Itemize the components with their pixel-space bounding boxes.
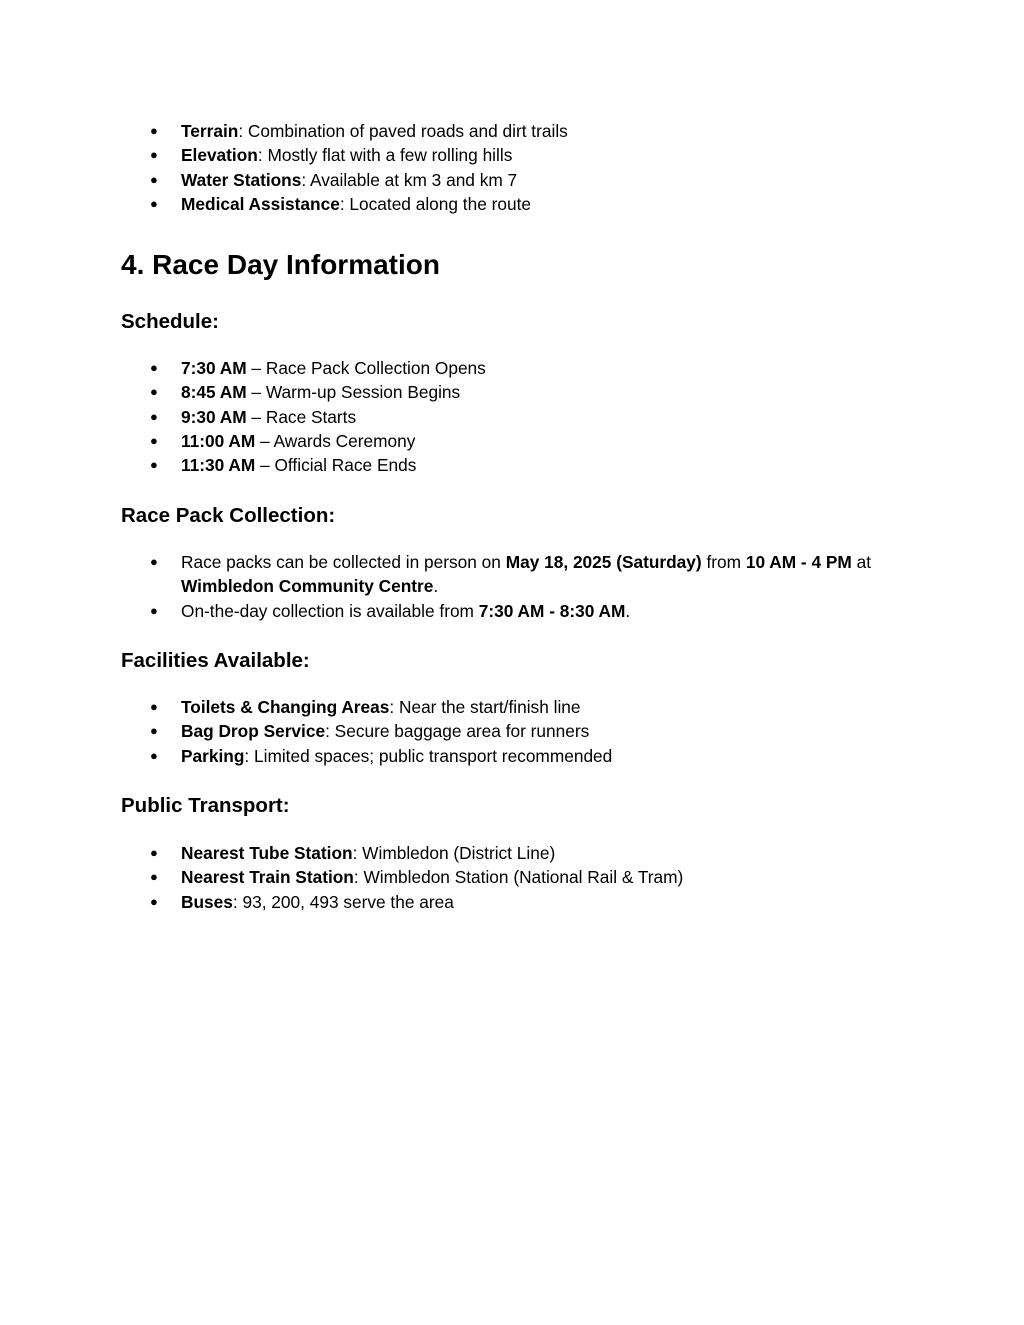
item-text: : Wimbledon Station (National Rail & Tram) xyxy=(353,867,684,888)
section-title: 4. Race Day Information xyxy=(121,249,440,280)
list-item xyxy=(0,744,1024,768)
schedule-event: – Official Race Ends xyxy=(255,455,417,476)
collection-hours: 10 AM - 4 PM xyxy=(745,552,852,572)
item-text: : Located along the route xyxy=(339,193,532,214)
facilities-list xyxy=(0,695,1024,768)
transport-heading: Public Transport: xyxy=(121,794,290,817)
text-run: . xyxy=(433,576,439,597)
list-item xyxy=(0,890,1024,914)
item-label: Parking xyxy=(181,745,245,766)
schedule-time: 9:30 AM xyxy=(181,406,247,427)
schedule-event: – Warm-up Session Begins xyxy=(246,382,461,403)
list-item xyxy=(0,453,1024,477)
list-item xyxy=(0,841,1024,865)
item-text: : Mostly flat with a few rolling hills xyxy=(257,145,513,166)
item-text: : Near the start/finish line xyxy=(389,697,581,717)
item-label: Nearest Tube Station xyxy=(181,843,353,863)
item-text: : Limited spaces; public transport recommended xyxy=(244,745,613,766)
item-label: Bag Drop Service xyxy=(181,721,326,742)
item-text: : Secure baggage area for runners xyxy=(325,721,590,742)
schedule-time: 11:30 AM xyxy=(181,455,256,476)
course-details-list xyxy=(0,119,1024,216)
item-label: Nearest Train Station xyxy=(181,867,354,888)
schedule-event: – Race Pack Collection Opens xyxy=(246,358,486,378)
schedule-time: 8:45 AM xyxy=(181,382,247,403)
text-run: from xyxy=(701,552,746,572)
item-label: Water Stations xyxy=(181,169,302,190)
schedule-time: 11:00 AM xyxy=(181,430,256,451)
schedule-time: 7:30 AM xyxy=(181,358,247,378)
list-item xyxy=(0,143,1024,167)
race-pack-heading: Race Pack Collection: xyxy=(121,504,336,527)
schedule-event: – Race Starts xyxy=(246,406,357,427)
item-text: : 93, 200, 493 serve the area xyxy=(232,891,454,912)
collection-venue: Wimbledon Community Centre xyxy=(181,576,434,597)
collection-date: May 18, 2025 (Saturday) xyxy=(505,552,702,572)
item-label: Medical Assistance xyxy=(181,193,340,214)
text-run: . xyxy=(625,600,631,621)
list-item xyxy=(0,719,1024,743)
schedule-heading: Schedule: xyxy=(121,310,219,333)
schedule-event: – Awards Ceremony xyxy=(255,430,416,451)
item-text: : Combination of paved roads and dirt trails xyxy=(238,121,568,141)
list-item xyxy=(0,119,1024,143)
facilities-heading: Facilities Available: xyxy=(121,649,310,672)
item-label: Terrain xyxy=(181,121,239,141)
schedule-list xyxy=(0,356,1024,477)
on-the-day-hours: 7:30 AM - 8:30 AM xyxy=(478,600,626,621)
item-label: Elevation xyxy=(181,145,258,166)
item-text: : Available at km 3 and km 7 xyxy=(301,169,518,190)
list-item xyxy=(0,599,1024,623)
list-item xyxy=(0,550,1024,599)
transport-list xyxy=(0,841,1024,914)
list-item xyxy=(0,405,1024,429)
text-run: On-the-day collection is available from xyxy=(181,600,479,621)
item-text: : Wimbledon (District Line) xyxy=(352,843,556,863)
text-run: at xyxy=(851,552,871,572)
list-item xyxy=(0,865,1024,889)
list-item xyxy=(0,168,1024,192)
race-pack-list xyxy=(0,550,1024,623)
list-item xyxy=(0,380,1024,404)
list-item xyxy=(0,429,1024,453)
item-label: Toilets & Changing Areas xyxy=(181,697,390,717)
list-item xyxy=(0,356,1024,380)
item-label: Buses xyxy=(181,891,233,912)
text-run: Race packs can be collected in person on xyxy=(181,552,506,572)
list-item xyxy=(0,192,1024,216)
list-item xyxy=(0,695,1024,719)
